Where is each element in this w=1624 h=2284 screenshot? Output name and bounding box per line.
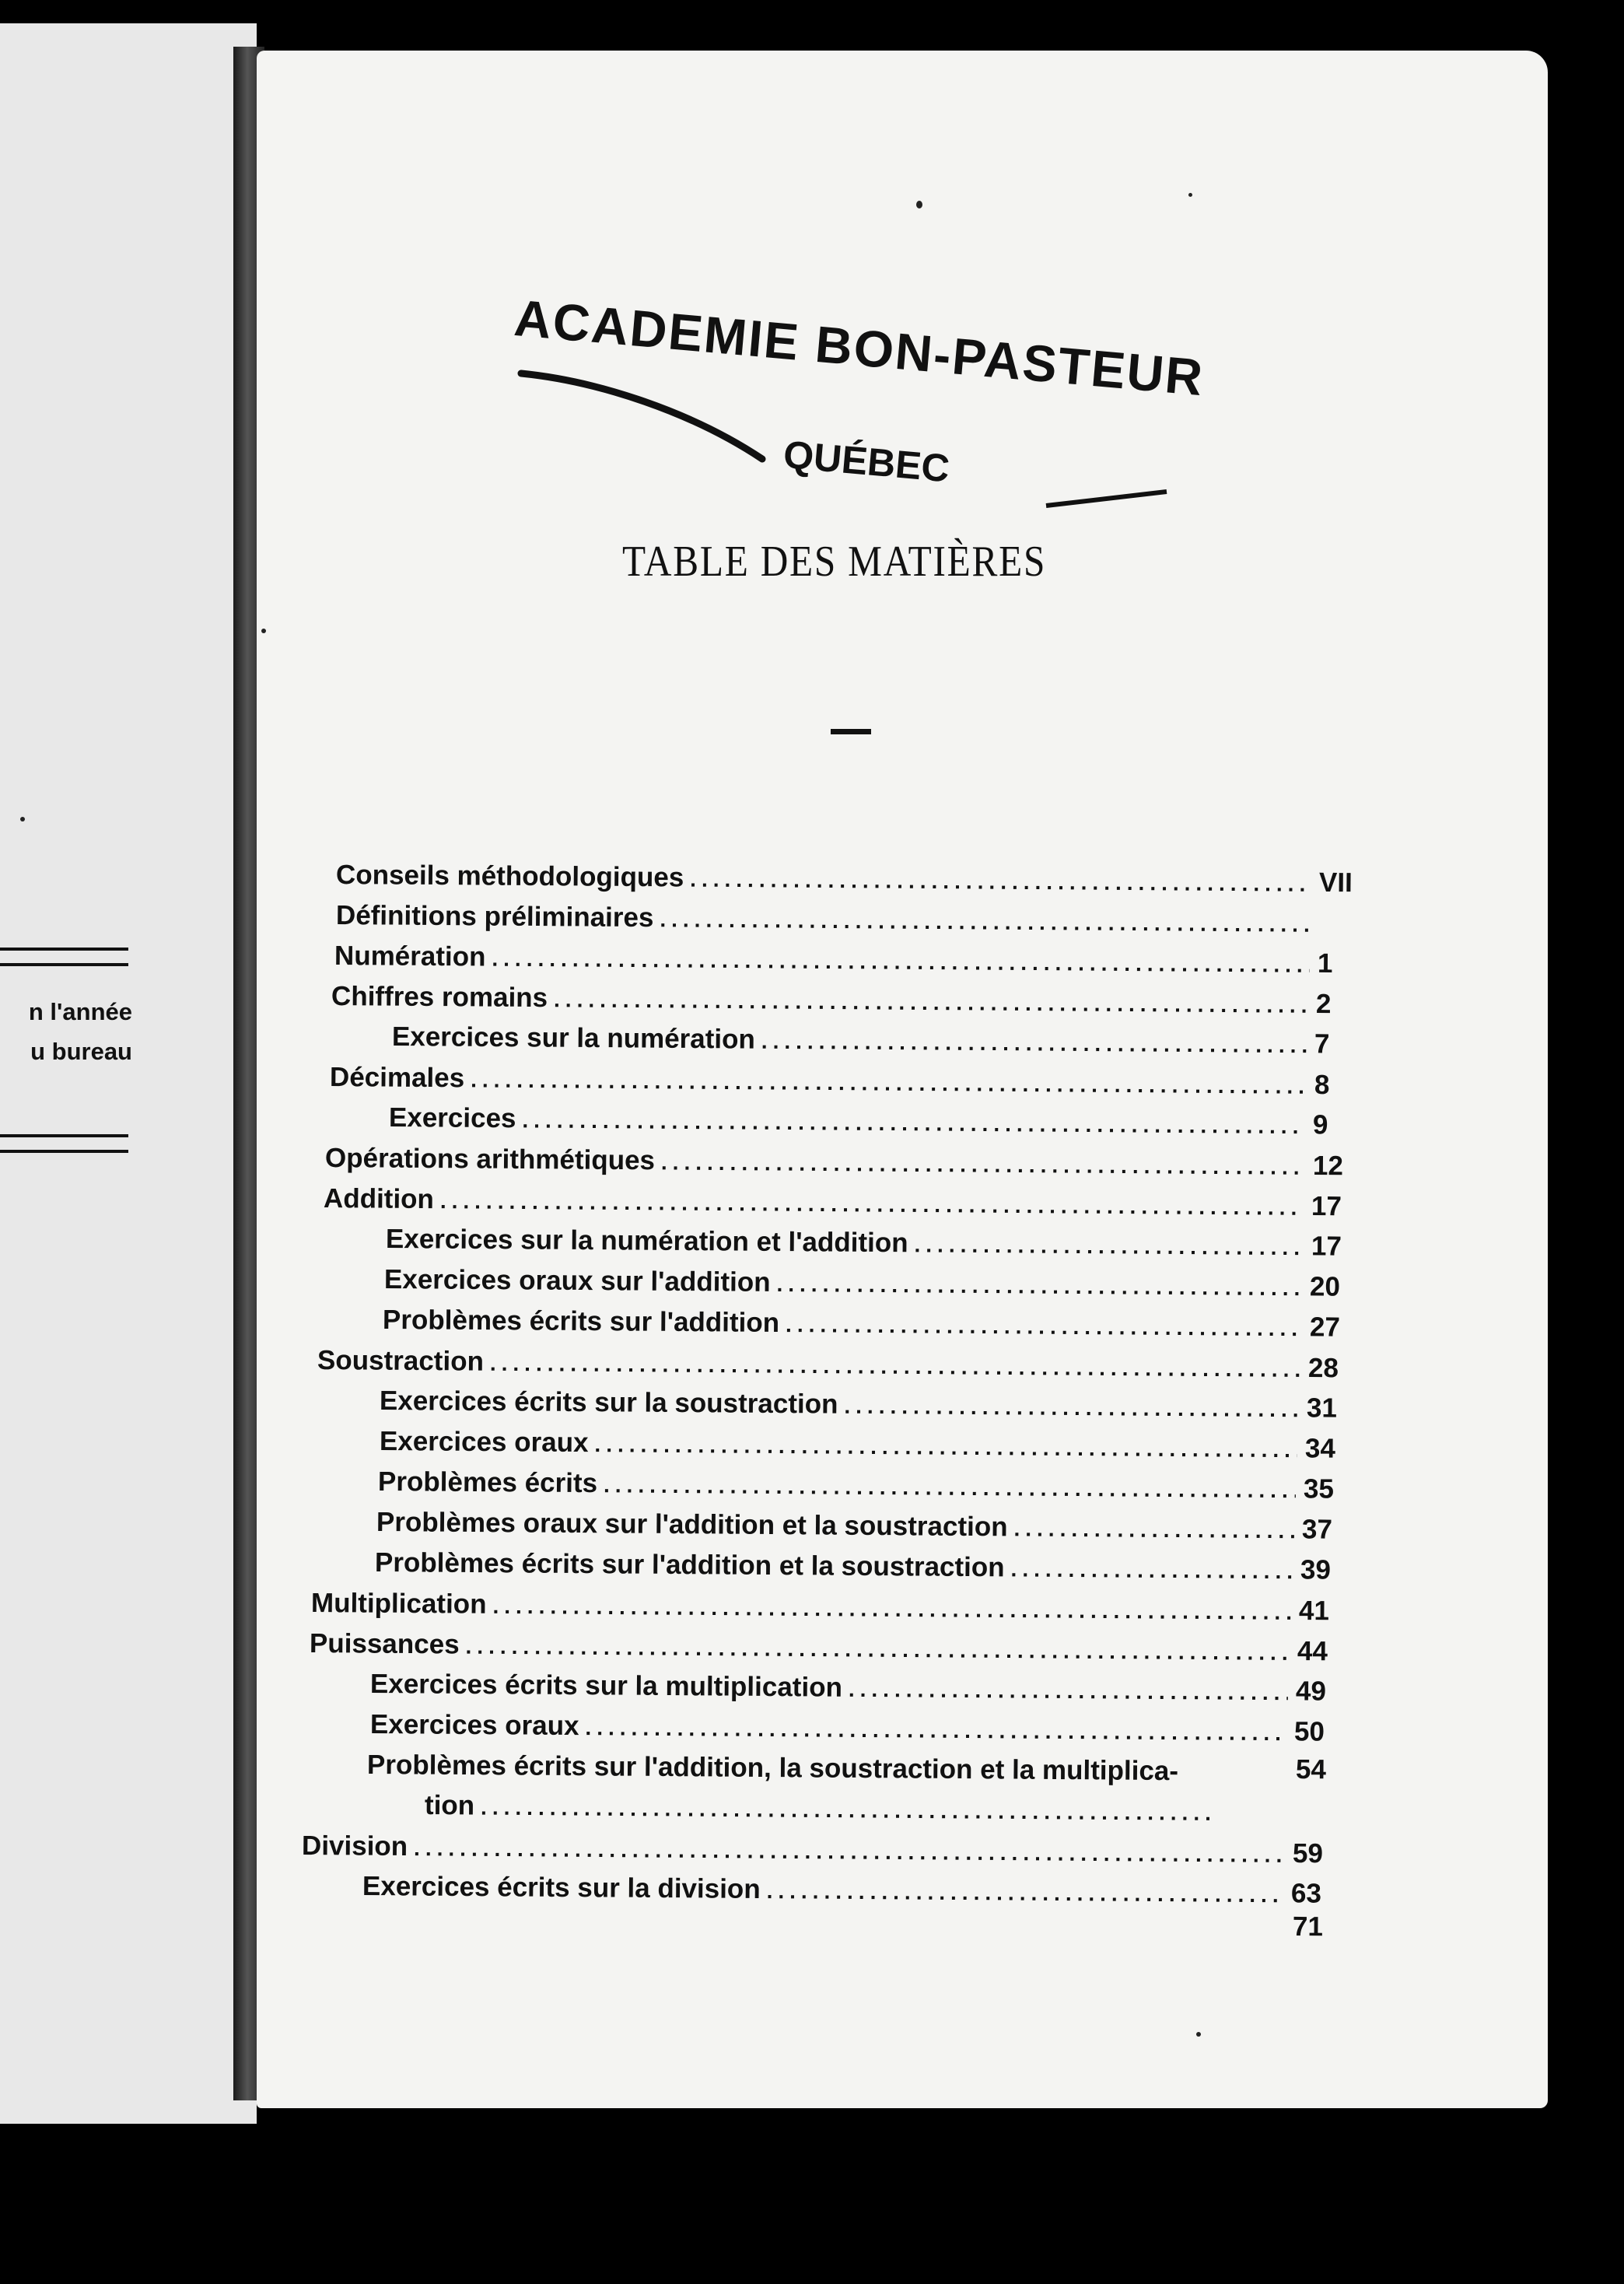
page-title: TABLE DES MATIÈRES	[622, 538, 1047, 586]
toc-entry	[376, 1507, 1346, 1546]
toc-leader-dots	[585, 1715, 1286, 1746]
facing-page-text-line-2: u bureau	[30, 1038, 132, 1065]
toc-entry-title: Opérations arithmétiques	[324, 1143, 656, 1176]
toc-entry-title: Problèmes oraux sur l'addition et la soustraction	[376, 1507, 1008, 1543]
toc-entry	[389, 1102, 1356, 1141]
toc-entry-title: Soustraction	[317, 1345, 485, 1377]
toc-entry-title: Conseils méthodologiques	[335, 860, 684, 893]
toc-leader-dots	[690, 867, 1311, 897]
toc-entry-wrapped-line: Problèmes écrits sur l'addition, la soustraction et la multiplica-	[366, 1750, 1179, 1787]
toc-entry-title: Exercices oraux	[369, 1709, 579, 1742]
toc-entry-page: 17	[1311, 1190, 1342, 1222]
toc-entry-page: VII	[1318, 867, 1353, 899]
toc-entry-title: Exercices oraux	[379, 1426, 589, 1459]
paper-speck	[261, 629, 266, 633]
toc-leader-dots	[604, 1473, 1296, 1503]
toc-entry-title: Problèmes écrits sur l'addition	[382, 1305, 780, 1339]
toc-entry	[330, 1062, 1358, 1101]
toc-leader-dots	[554, 987, 1308, 1018]
toc-leader-dots	[776, 1272, 1302, 1301]
toc-leader-dots	[844, 1394, 1299, 1423]
toc-leader-dots	[914, 1232, 1304, 1260]
toc-leader-dots	[440, 1189, 1304, 1221]
library-stamp-name: ACADEMIE BON-PASTEUR	[512, 288, 1206, 407]
toc-entry	[392, 1021, 1358, 1060]
toc-entry	[336, 860, 1363, 899]
toc-entry-title: tion	[424, 1790, 475, 1821]
toc-entry-page: 71	[1292, 1911, 1324, 1942]
toc-entry-title: Définitions préliminaires	[335, 900, 654, 934]
toc-leader-dots	[761, 1029, 1307, 1059]
toc-entry	[317, 1345, 1352, 1384]
toc-entry-page: 35	[1303, 1473, 1335, 1505]
toc-leader-dots	[481, 1795, 1215, 1826]
toc-leader-dots	[414, 1836, 1285, 1868]
toc-leader-dots	[786, 1312, 1302, 1341]
toc-entry-title: Puissances	[309, 1628, 460, 1660]
toc-entry-page: 28	[1307, 1353, 1339, 1384]
toc-entry-page: 12	[1312, 1150, 1344, 1182]
toc-entry-title: Division	[301, 1830, 408, 1862]
toc-entry	[334, 941, 1361, 979]
toc-entry-title: Exercices	[388, 1102, 516, 1134]
paper-speck	[1196, 2032, 1201, 2037]
toc-leader-dots	[471, 1067, 1307, 1098]
toc-leader-dots	[767, 1879, 1284, 1907]
toc-leader-dots	[1013, 1516, 1294, 1543]
toc-entry-title: Chiffres romains	[331, 981, 548, 1014]
toc-entry-page: 34	[1304, 1433, 1336, 1464]
toc-entry	[383, 1305, 1353, 1343]
toc-entry-page: 17	[1311, 1231, 1342, 1262]
toc-entry	[336, 900, 1363, 939]
toc-entry-page: 50	[1293, 1716, 1325, 1747]
toc-leader-dots	[492, 947, 1310, 978]
toc-entry-title: Exercices oraux sur l'addition	[383, 1264, 771, 1298]
toc-entry	[370, 1709, 1338, 1748]
toc-entry	[380, 1426, 1349, 1465]
toc-entry	[310, 1628, 1341, 1667]
toc-entry-title: Multiplication	[310, 1588, 487, 1620]
toc-entry-title: Exercices écrits sur la multiplication	[369, 1669, 843, 1703]
toc-entry-page: 1	[1317, 948, 1333, 979]
toc-entry	[370, 1669, 1339, 1708]
paper-speck	[916, 201, 922, 208]
toc-leader-dots	[661, 1150, 1305, 1180]
toc-entry-title: Addition	[323, 1183, 435, 1215]
toc-entry-page: 31	[1306, 1392, 1338, 1424]
toc-entry-page: 37	[1301, 1514, 1333, 1545]
toc-entry-page: 63	[1290, 1878, 1322, 1909]
toc-entry-title: Exercices écrits sur la division	[362, 1871, 761, 1905]
toc-entry	[324, 1183, 1355, 1222]
toc-entry	[362, 1871, 1335, 1910]
toc-entry-page: 2	[1315, 988, 1332, 1020]
toc-entry	[386, 1224, 1355, 1263]
toc-entry-page: 41	[1298, 1595, 1330, 1627]
toc-entry-page: 27	[1309, 1312, 1341, 1343]
toc-entry	[325, 1143, 1356, 1182]
toc-leader-dots	[490, 1351, 1300, 1382]
toc-entry-page: 59	[1292, 1838, 1324, 1869]
toc-entry-title: Exercices sur la numération	[391, 1021, 756, 1055]
toc-entry-page: 54	[1295, 1754, 1327, 1785]
library-stamp-city: QUÉBEC	[782, 432, 952, 491]
toc-leader-dots	[522, 1108, 1305, 1139]
toc-entry-title: Problèmes écrits sur l'addition et la soustraction	[374, 1547, 1005, 1583]
toc-entry	[425, 1790, 1266, 1827]
toc-leader-dots	[849, 1677, 1288, 1705]
toc-entry-page: 20	[1309, 1271, 1341, 1302]
toc-entry	[311, 1588, 1342, 1627]
paper-speck	[1188, 193, 1192, 197]
toc-entry-page: 7	[1314, 1028, 1330, 1060]
toc-entry	[302, 1830, 1336, 1869]
toc-leader-dots	[492, 1594, 1291, 1625]
toc-leader-dots	[1010, 1557, 1293, 1584]
toc-entry	[378, 1466, 1347, 1505]
toc-entry-page: 9	[1312, 1109, 1328, 1140]
toc-entry	[375, 1547, 1344, 1586]
paper-speck	[20, 817, 25, 821]
toc-leader-dots	[594, 1432, 1297, 1463]
toc-entry	[380, 1385, 1350, 1424]
toc-entry-title: Exercices écrits sur la soustraction	[379, 1385, 838, 1420]
toc-entry-title: Numération	[334, 941, 486, 972]
toc-entry-page: 8	[1314, 1069, 1330, 1101]
toc-leader-dots	[465, 1634, 1290, 1666]
toc-entry-page: 44	[1297, 1635, 1328, 1667]
toc-entry	[331, 981, 1360, 1020]
toc-leader-dots	[660, 907, 1311, 937]
toc-entry-page: 49	[1295, 1676, 1327, 1707]
toc-entry-title: Décimales	[329, 1062, 465, 1094]
toc-entry-page: 39	[1300, 1554, 1332, 1585]
toc-entry	[384, 1264, 1353, 1303]
toc-entry-title: Problèmes écrits	[377, 1466, 598, 1499]
facing-page-text-line-1: n l'année	[28, 998, 132, 1025]
toc-entry-title: Exercices sur la numération et l'addition	[385, 1224, 908, 1259]
